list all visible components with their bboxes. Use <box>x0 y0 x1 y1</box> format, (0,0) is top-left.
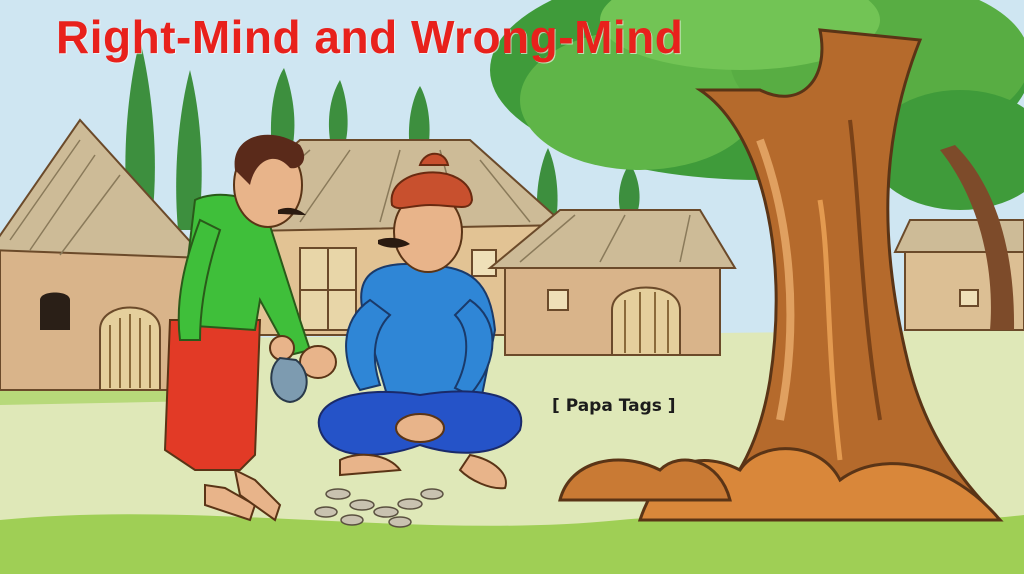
money-pouch <box>271 358 306 402</box>
credit-tag: [ Papa Tags ] <box>552 396 676 416</box>
story-title: Right-Mind and Wrong-Mind <box>56 11 684 63</box>
